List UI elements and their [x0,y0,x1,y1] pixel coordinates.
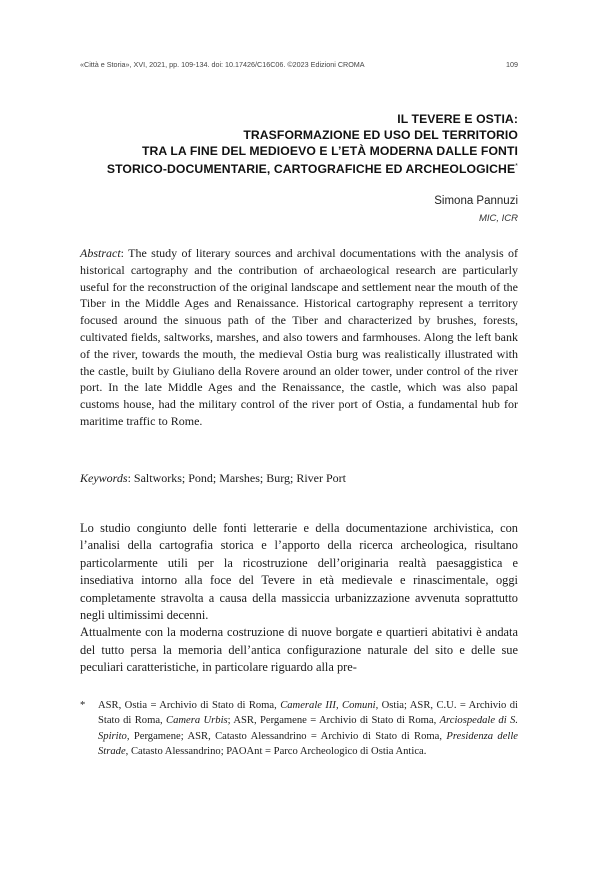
footnote-text [98,698,518,760]
footnote-segment: Arciospedale di S. Spirito, [98,715,518,742]
author-name: Simona Pannuzi [434,195,518,207]
footnote-segment: , Catasto Alessandrino; PAOAnt = Parco Archeologico di Ostia Antica. [125,746,427,758]
article-title [80,111,518,177]
footnote-segment: Camera Urbis [166,715,228,727]
journal-citation: «Città e Storia», XVI, 2021, pp. 109-134. doi: 10.17426/C16C06. ©2023 Edizioni CROMA [80,60,365,69]
footnote [80,698,518,760]
page-number: 109 [506,60,518,69]
footnote-segment: Presidenza delle Strade [98,730,519,758]
abstract-label: Abstract [80,246,121,260]
running-head [80,60,518,69]
footnote-marker: * [80,700,86,711]
keywords-label: Keywords [80,471,128,485]
body-text [80,520,518,677]
footnote-segment: Pergamene; ASR, Catasto Alessandrino = Archivio di Stato di Roma, [129,730,447,742]
keywords [80,470,518,487]
footnote-segment: Ostia; ASR, C.U. = Archivio di Stato di Roma, [98,700,518,727]
body-paragraph-2: Attualmente con la moderna costruzione di nuove borgate e quartieri abitativi è andata del tutto persa la memoria dell’antica configurazione naturale del sito e delle sue peculiari caratteristiche, in particolare riguardo alla pre- [80,625,518,675]
keywords-text: : Saltworks; Pond; Marshes; Burg; River Port [127,471,347,485]
title-line-3: TRA LA FINE DEL MEDIOEVO E L’ETÀ MODERNA DALLE FONTI [141,144,518,158]
author-affiliation: MIC, ICR [478,213,518,224]
footnote-segment: Camerale III, Comuni, [280,700,379,711]
abstract [80,245,518,430]
body-paragraph-1: Lo studio congiunto delle fonti letterarie e della documentazione archivistica, con l’analisi della cartografia storica e l’apporto della ricerca archeologica, risultano particolarmente utili per la ricostruzione dell’originaria realtà paesaggistica e insediativa intorno alla foce del Tevere in età medievale e rinascimentale, oggi completamente stravolta a causa della massiccia urbanizzazione avvenuta soprattutto negli ultimissimi decenni. [80,521,518,623]
footnote-segment: ASR, Ostia = Archivio di Stato di Roma, [98,700,281,711]
title-line-2: TRASFORMAZIONE ED USO DEL TERRITORIO [243,128,518,142]
title-line-1: IL TEVERE E OSTIA: [397,112,518,126]
abstract-text: : The study of literary sources and archival documentations with the analysis of historical cartography and the contribution of archaeological research are particularly useful for the reconstruction of the original landscape and settlement near the mouth of the Tiber in the Middle Ages and Renaissance. Historical cartography represent a territory focused around the sinuous path of the Tiber and characterized by brushes, forests, cultivated fields, saltworks, marshes, and also towers and farmhouses. Along the left bank of the river, towards the mouth, the medieval Ostia burg was realistically illustrated with the castle, built by Giuliano della Rovere around an older tower, under control of the river port. In the late Middle Ages and the Renaissance, the castle, which was also papal customs house, had the military control of the river port of Ostia, a fundamental hub for maritime traffic to Rome. [80,246,518,428]
title-line-4-text: STORICO-DOCUMENTARIE, CARTOGRAFICHE ED ARCHEOLOGICHE [106,162,516,177]
footnote-segment: ; ASR, Pergamene = Archivio di Stato di Roma, [227,715,440,727]
title-footnote-marker: * [515,163,518,170]
title-line-4 [80,159,518,177]
